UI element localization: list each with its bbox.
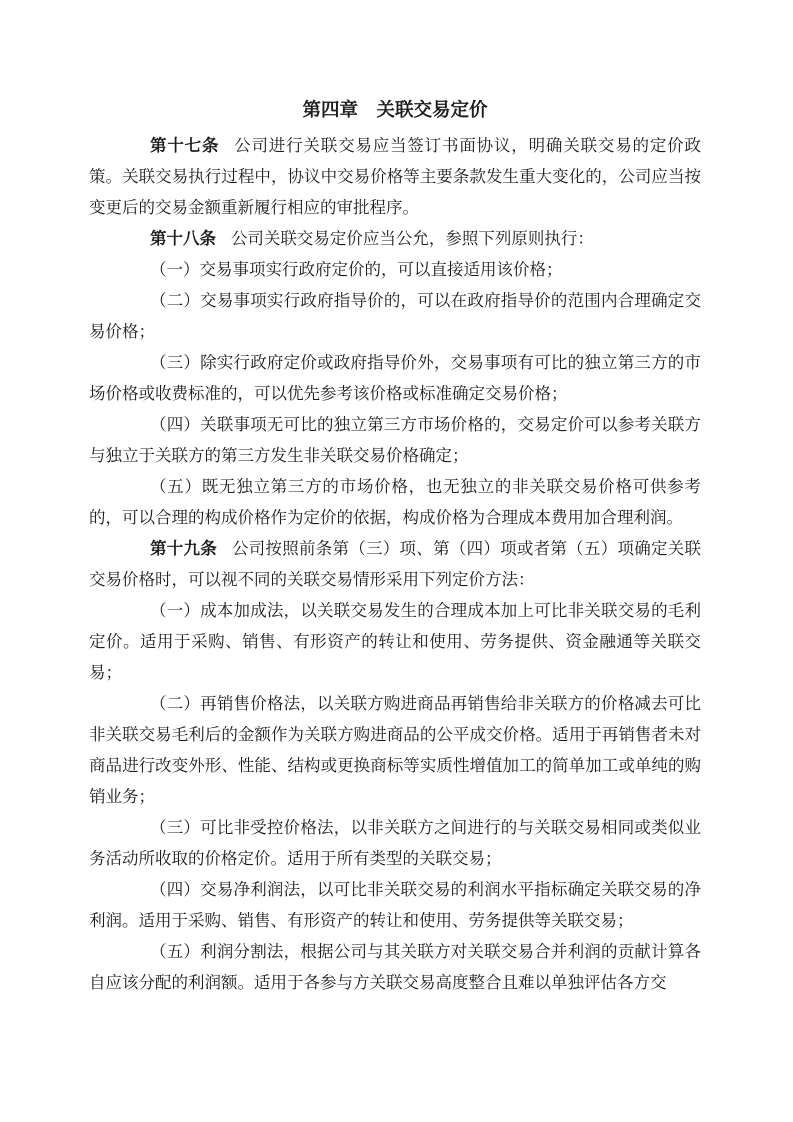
paragraph-text: （一）成本加成法，以关联交易发生的合理成本加上可比非关联交易的毛利定价。适用于采购、销售、有形资产的转让和使用、劳务提供、资金融通等关联交易； [89, 601, 701, 682]
paragraph-item [89, 347, 701, 409]
paragraph-item [89, 812, 701, 874]
paragraph-text: 公司关联交易定价应当公允，参照下列原则执行： [230, 229, 594, 248]
paragraph-item [89, 285, 701, 347]
paragraph-item [89, 254, 701, 285]
chapter-title: 第四章 关联交易定价 [302, 101, 488, 121]
paragraph-text: （五）利润分割法，根据公司与其关联方对关联交易合并利润的贡献计算各自应该分配的利润额。适用于各参与方关联交易高度整合且难以单独评估各方交 [89, 942, 701, 992]
paragraph-text: （二）再销售价格法，以关联方购进商品再销售给非关联方的价格减去可比非关联交易毛利后的金额作为关联方购进商品的公平成交价格。适用于再销售者未对商品进行改变外形、性能、结构或更换商标等实质性增值加工的简单加工或单纯的购销业务； [89, 694, 701, 806]
article-number: 第十七条 [150, 136, 220, 155]
paragraph-text: 公司进行关联交易应当签订书面协议，明确关联交易的定价政策。关联交易执行过程中，协议中交易价格等主要条款发生重大变化的，公司应当按变更后的交易金额重新履行相应的审批程序。 [89, 136, 702, 217]
article-number: 第十八条 [150, 229, 216, 248]
paragraph-text: （二）交易事项实行政府指导价的，可以在政府指导价的范围内合理确定交易价格； [89, 291, 701, 341]
paragraph-text: 公司按照前条第（三）项、第（四）项或者第（五）项确定关联交易价格时，可以视不同的关联交易情形采用下列定价方法： [89, 539, 702, 589]
paragraph-item [89, 471, 701, 533]
article-number: 第十九条 [150, 539, 218, 558]
paragraph-article-18 [89, 223, 701, 254]
paragraph-item [89, 409, 701, 471]
paragraph-text: （五）既无独立第三方的市场价格，也无独立的非关联交易价格可供参考的，可以合理的构成价格作为定价的依据，构成价格为合理成本费用加合理利润。 [89, 477, 701, 527]
paragraph-text: （三）可比非受控价格法，以非关联方之间进行的与关联交易相同或类似业务活动所收取的价格定价。适用于所有类型的关联交易； [89, 818, 701, 868]
paragraph-item [89, 688, 701, 812]
paragraph-item-truncated [89, 936, 701, 998]
paragraph-text: （三）除实行政府定价或政府指导价外，交易事项有可比的独立第三方的市场价格或收费标准的，可以优先参考该价格或标准确定交易价格； [89, 353, 701, 403]
paragraph-text: （一）交易事项实行政府定价的，可以直接适用该价格； [150, 260, 563, 279]
paragraph-item [89, 874, 701, 936]
document-content [89, 96, 701, 998]
paragraph-text: （四）交易净利润法，以可比非关联交易的利润水平指标确定关联交易的净利润。适用于采购、销售、有形资产的转让和使用、劳务提供等关联交易； [89, 880, 701, 930]
paragraph-text: （四）关联事项无可比的独立第三方市场价格的，交易定价可以参考关联方与独立于关联方的第三方发生非关联交易价格确定； [89, 415, 701, 465]
paragraph-article-17 [89, 130, 701, 223]
paragraph-item [89, 595, 701, 688]
paragraph-article-19 [89, 533, 701, 595]
